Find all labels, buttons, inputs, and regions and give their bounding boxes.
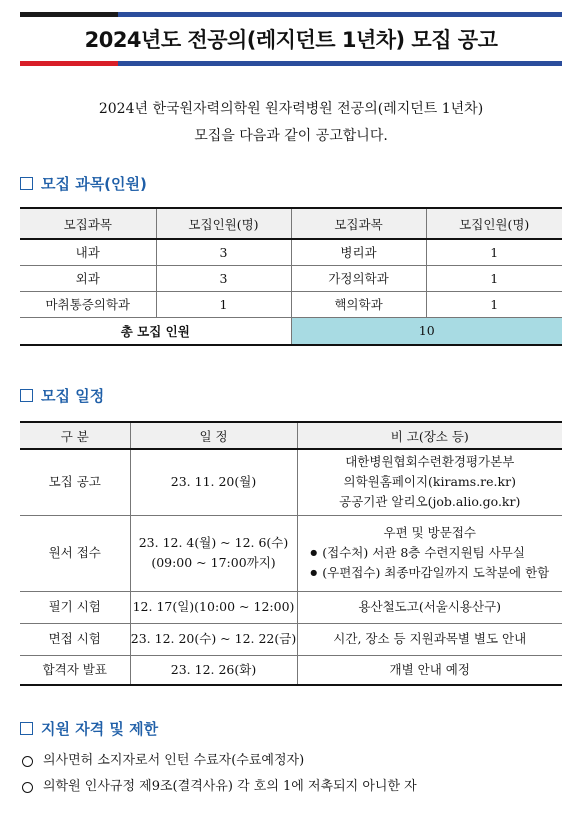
count-cell: 1 bbox=[426, 239, 562, 265]
schedule-header-cell: 일 정 bbox=[130, 422, 297, 449]
note-line: 공공기관 알리오(job.alio.go.kr) bbox=[339, 494, 521, 510]
dept-cell: 핵의학과 bbox=[291, 291, 426, 317]
table-row bbox=[20, 623, 562, 655]
count-cell: 1 bbox=[426, 265, 562, 291]
recruit-header-cell: 모집과목 bbox=[291, 208, 426, 239]
schedule-table-header bbox=[20, 422, 562, 449]
list-item bbox=[22, 774, 417, 800]
schedule-note-cell: 시간, 장소 등 지원과목별 별도 안내 bbox=[297, 623, 562, 655]
section-schedule-title: 모집 일정 bbox=[41, 387, 105, 405]
section-recruit-heading bbox=[20, 173, 147, 194]
recruit-header-cell: 모집인원(명) bbox=[426, 208, 562, 239]
note-list bbox=[310, 543, 549, 583]
schedule-date-cell: 23. 12. 26(화) bbox=[130, 655, 297, 685]
count-cell: 3 bbox=[156, 239, 291, 265]
recruit-table-header bbox=[20, 208, 562, 239]
schedule-date-cell: 23. 12. 20(수) ~ 12. 22(금) bbox=[130, 623, 297, 655]
table-row bbox=[20, 291, 562, 317]
section-schedule-heading bbox=[20, 385, 104, 406]
recruit-header-cell: 모집인원(명) bbox=[156, 208, 291, 239]
eligibility-text: 의사면허 소지자로서 인턴 수료자(수료예정자) bbox=[43, 753, 305, 768]
total-label: 총 모집 인원 bbox=[20, 317, 291, 345]
title-banner bbox=[20, 12, 562, 66]
schedule-note-cell bbox=[297, 515, 562, 591]
count-cell: 1 bbox=[426, 291, 562, 317]
intro-line-2: 모집을 다음과 같이 공고합니다. bbox=[194, 128, 388, 144]
note-item: ● (우편접수) 최종마감일까지 도착분에 한함 bbox=[310, 563, 549, 583]
intro-text bbox=[0, 96, 582, 150]
count-cell: 3 bbox=[156, 265, 291, 291]
schedule-label-cell: 면접 시험 bbox=[20, 623, 130, 655]
square-bullet-icon bbox=[20, 722, 33, 735]
intro-line-1: 2024년 한국원자력의학원 원자력병원 전공의(레지던트 1년차) bbox=[98, 101, 484, 117]
section-recruit-title: 모집 과목(인원) bbox=[41, 175, 147, 193]
schedule-table bbox=[20, 421, 562, 686]
dept-cell: 내과 bbox=[20, 239, 156, 265]
circle-bullet-icon bbox=[22, 756, 33, 767]
table-row bbox=[20, 591, 562, 623]
schedule-date-cell: 23. 11. 20(월) bbox=[130, 449, 297, 515]
table-row bbox=[20, 655, 562, 685]
count-cell: 1 bbox=[156, 291, 291, 317]
schedule-label-cell: 원서 접수 bbox=[20, 515, 130, 591]
date-line: 23. 12. 4(월) ~ 12. 6(수) bbox=[138, 535, 289, 550]
note-line: 의학원홈페이지(kirams.re.kr) bbox=[343, 474, 516, 490]
recruit-table bbox=[20, 207, 562, 346]
schedule-note-cell: 용산철도고(서울시용산구) bbox=[297, 591, 562, 623]
schedule-label-cell: 모집 공고 bbox=[20, 449, 130, 515]
section-eligibility-heading bbox=[20, 718, 158, 739]
dept-cell: 가정의학과 bbox=[291, 265, 426, 291]
list-item bbox=[22, 748, 417, 774]
table-row bbox=[20, 265, 562, 291]
note-line: 대한병원협회수련환경평가본부 bbox=[345, 454, 515, 470]
schedule-date-cell bbox=[130, 515, 297, 591]
table-row bbox=[20, 239, 562, 265]
square-bullet-icon bbox=[20, 389, 33, 402]
square-bullet-icon bbox=[20, 177, 33, 190]
schedule-header-cell: 비 고(장소 등) bbox=[297, 422, 562, 449]
note-title: 우편 및 방문접수 bbox=[383, 525, 476, 540]
total-row bbox=[20, 317, 562, 345]
table-row bbox=[20, 515, 562, 591]
table-row bbox=[20, 449, 562, 515]
eligibility-text: 의학원 인사규정 제9조(결격사유) 각 호의 1에 저촉되지 아니한 자 bbox=[43, 779, 417, 794]
dept-cell: 외과 bbox=[20, 265, 156, 291]
schedule-label-cell: 필기 시험 bbox=[20, 591, 130, 623]
schedule-header-cell: 구 분 bbox=[20, 422, 130, 449]
circle-bullet-icon bbox=[22, 782, 33, 793]
title-bottom-bar bbox=[20, 61, 562, 66]
recruit-header-cell: 모집과목 bbox=[20, 208, 156, 239]
schedule-date-cell: 12. 17(일)(10:00 ~ 12:00) bbox=[130, 591, 297, 623]
section-eligibility-title: 지원 자격 및 제한 bbox=[41, 720, 159, 738]
total-value: 10 bbox=[291, 317, 562, 345]
page-title: 2024년도 전공의(레지던트 1년차) 모집 공고 bbox=[84, 28, 498, 52]
date-line: (09:00 ~ 17:00까지) bbox=[151, 555, 276, 570]
schedule-note-cell: 개별 안내 예정 bbox=[389, 661, 470, 677]
schedule-label-cell: 합격자 발표 bbox=[20, 655, 130, 685]
note-item: ● (접수처) 서관 8층 수련지원팀 사무실 bbox=[310, 543, 549, 563]
schedule-note-cell bbox=[297, 449, 562, 515]
eligibility-list bbox=[22, 748, 417, 800]
dept-cell: 병리과 bbox=[291, 239, 426, 265]
dept-cell: 마취통증의학과 bbox=[20, 291, 156, 317]
